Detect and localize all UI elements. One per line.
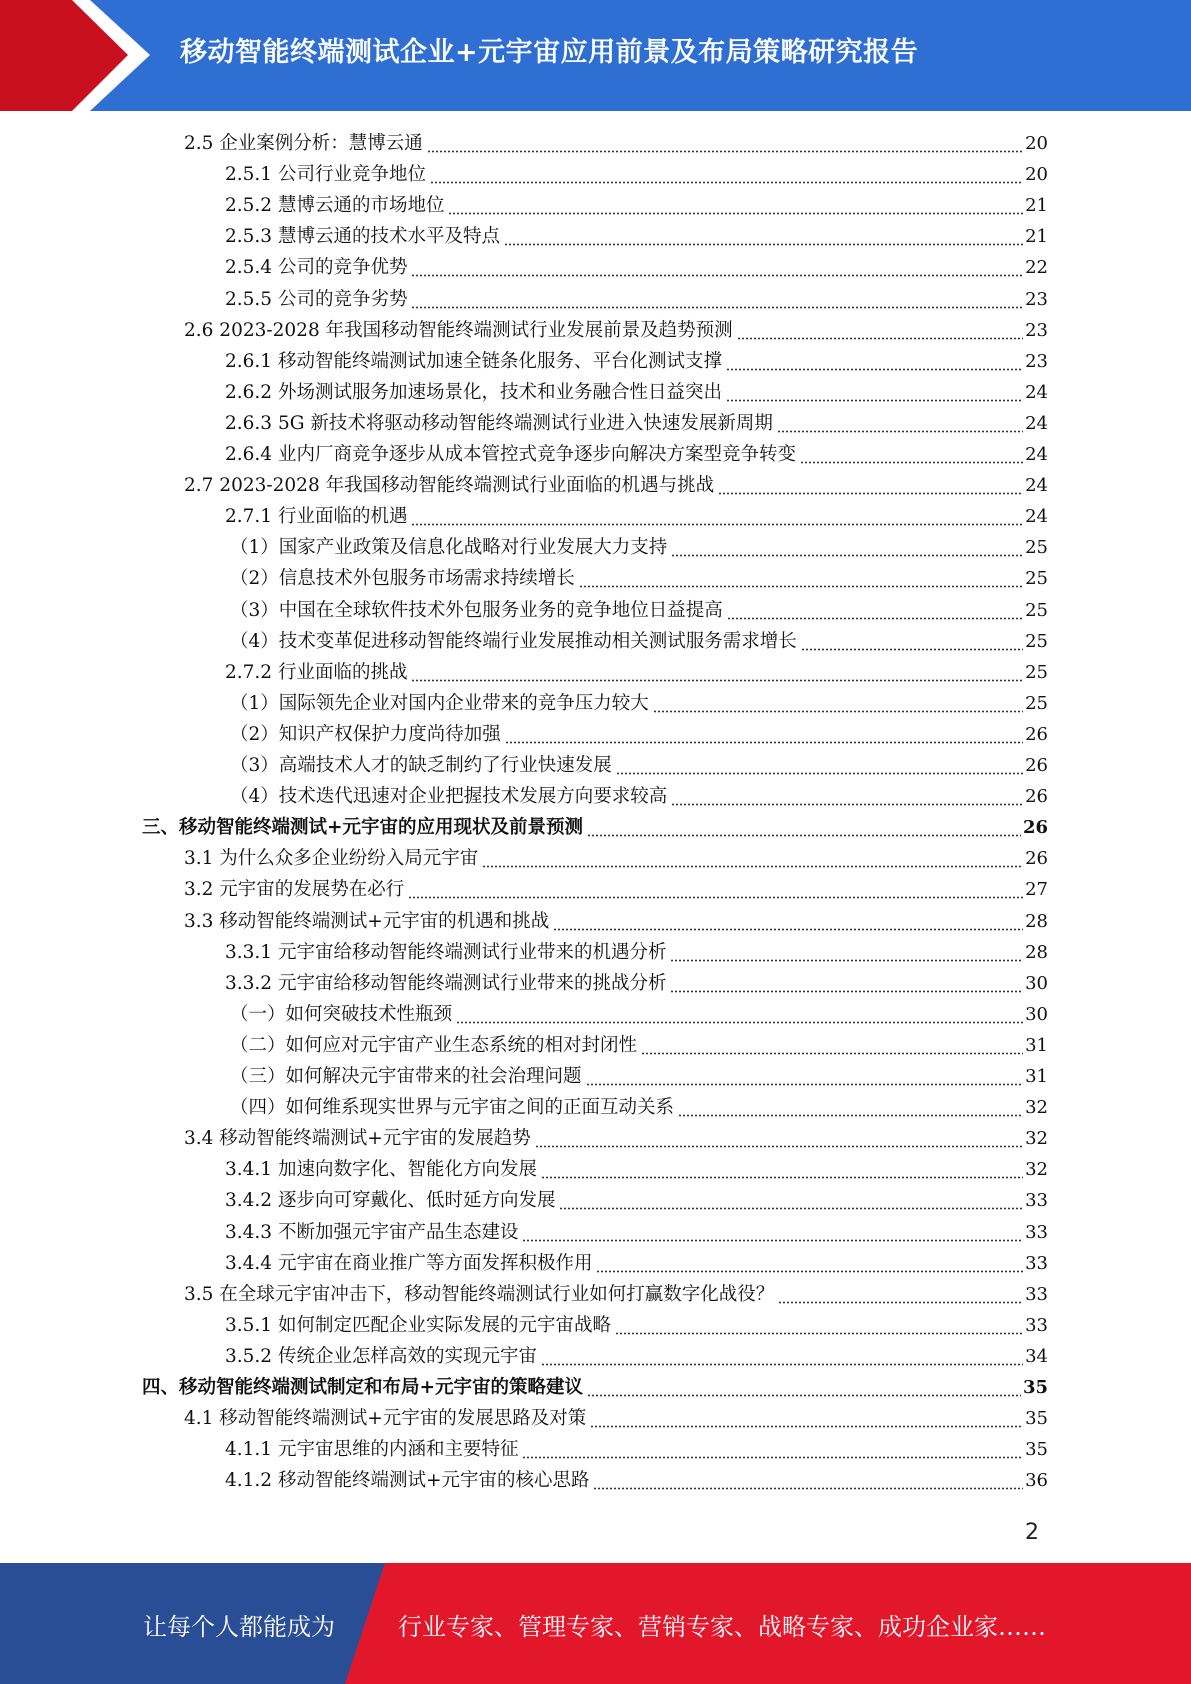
toc-entry-page: 32: [1025, 1159, 1048, 1181]
toc-dot-leader: [411, 657, 1023, 688]
toc-dot-leader: [430, 159, 1023, 190]
toc-entry-label: 3.3 移动智能终端测试+元宇宙的机遇和挑战: [184, 910, 550, 932]
toc-entry-label: 3.4.3 不断加强元宇宙产品生态建设: [225, 1221, 519, 1243]
toc-entry-page: 25: [1025, 599, 1048, 621]
toc-entry[interactable]: [225, 1465, 1048, 1496]
toc-entry-page: 24: [1025, 506, 1048, 528]
toc-entry-label: 2.5.2 慧博云通的市场地位: [225, 195, 445, 217]
toc-entry[interactable]: [230, 999, 1048, 1030]
toc-entry-label: 4.1.2 移动智能终端测试+元宇宙的核心思路: [225, 1470, 590, 1492]
toc-entry-label: （四）如何维系现实世界与元宇宙之间的正面互动关系: [230, 1097, 675, 1119]
toc-entry-page: 24: [1025, 412, 1048, 434]
toc-dot-leader: [726, 346, 1023, 377]
toc-dot-leader: [411, 252, 1023, 283]
toc-entry[interactable]: [230, 1030, 1048, 1061]
toc-entry[interactable]: [230, 750, 1048, 781]
toc-entry-page: 28: [1025, 910, 1048, 932]
toc-entry-page: 21: [1025, 226, 1048, 248]
toc-entry-label: 2.5 企业案例分析：慧博云通: [184, 133, 423, 154]
toc-entry-page: 26: [1025, 723, 1048, 745]
toc-dot-leader: [448, 190, 1023, 221]
toc-entry-label: （2）信息技术外包服务市场需求持续增长: [230, 568, 575, 590]
toc-entry-page: 26: [1025, 786, 1048, 808]
toc-dot-leader: [541, 1154, 1023, 1185]
toc-entry[interactable]: [225, 1310, 1048, 1341]
toc-entry-page: 28: [1025, 941, 1048, 963]
toc-entry-page: 33: [1025, 1314, 1048, 1336]
toc-entry-label: 2.5.1 公司行业竞争地位: [225, 164, 426, 186]
toc-entry[interactable]: [225, 937, 1048, 968]
toc-dot-leader: [801, 626, 1023, 657]
toc-dot-leader: [671, 532, 1023, 563]
toc-entry[interactable]: [225, 252, 1048, 283]
toc-entry[interactable]: [225, 221, 1048, 252]
toc-entry[interactable]: [225, 657, 1048, 688]
toc-entry-label: 2.5.4 公司的竞争优势: [225, 257, 408, 279]
toc-dot-leader: [737, 315, 1023, 346]
toc-entry[interactable]: [184, 470, 1048, 501]
toc-chapter-entry[interactable]: [142, 1372, 1048, 1403]
toc-entry[interactable]: [225, 346, 1048, 377]
toc-entry-page: 35: [1025, 1439, 1048, 1461]
toc-entry-label: 3.1 为什么众多企业纷纷入局元宇宙: [184, 848, 479, 870]
toc-entry[interactable]: [225, 1248, 1048, 1279]
toc-entry-label: （2）知识产权保护力度尚待加强: [230, 723, 501, 745]
toc-dot-leader: [670, 968, 1023, 999]
toc-entry-label: （三）如何解决元宇宙带来的社会治理问题: [230, 1066, 582, 1087]
toc-entry-label: 2.6.4 业内厂商竞争逐步从成本管控式竞争逐步向解决方案型竞争转变: [225, 444, 796, 465]
toc-entry-page: 33: [1025, 1283, 1048, 1305]
report-footer: [0, 1563, 1191, 1684]
toc-entry[interactable]: [184, 843, 1048, 874]
toc-entry[interactable]: [225, 1434, 1048, 1465]
toc-entry[interactable]: [184, 315, 1048, 346]
toc-entry-label: 2.7.2 行业面临的挑战: [225, 661, 408, 683]
toc-entry-page: 21: [1025, 195, 1048, 217]
toc-entry-page: 22: [1025, 257, 1048, 279]
toc-entry-page: 20: [1025, 133, 1048, 154]
toc-entry-label: 2.6.2 外场测试服务加速场景化，技术和业务融合性日益突出: [225, 381, 722, 403]
toc-entry-label: 3.2 元宇宙的发展势在必行: [184, 879, 405, 901]
toc-dot-leader: [579, 563, 1023, 594]
footer-slogan-left: 让每个人都能成为: [143, 1613, 335, 1641]
toc-entry-page: 31: [1025, 1066, 1048, 1087]
toc-entry-label: （1）国际领先企业对国内企业带来的竞争压力较大: [230, 692, 649, 714]
toc-entry-page: 25: [1025, 568, 1048, 590]
toc-entry-label: 4.1.1 元宇宙思维的内涵和主要特征: [225, 1439, 519, 1461]
toc-entry-page: 30: [1025, 972, 1048, 994]
toc-entry-page: 24: [1025, 381, 1048, 403]
toc-dot-leader: [778, 1279, 1023, 1310]
toc-entry[interactable]: [225, 1185, 1048, 1216]
toc-entry-page: 31: [1025, 1034, 1048, 1056]
toc-entry[interactable]: [230, 781, 1048, 812]
toc-entry-page: 33: [1025, 1221, 1048, 1243]
footer-slogan-right: 行业专家、管理专家、营销专家、战略专家、成功企业家……: [398, 1613, 1046, 1641]
toc-entry-label: 2.6.3 5G 新技术将驱动移动智能终端测试行业进入快速发展新周期: [225, 412, 773, 434]
toc-entry[interactable]: [225, 501, 1048, 532]
toc-entry-page: 25: [1025, 692, 1048, 714]
toc-entry-page: 27: [1025, 879, 1048, 901]
report-title: 移动智能终端测试企业+元宇宙应用前景及布局策略研究报告: [180, 37, 919, 68]
toc-entry-label: 2.6.1 移动智能终端测试加速全链条化服务、平台化测试支撑: [225, 350, 722, 372]
toc-entry-label: 3.4 移动智能终端测试+元宇宙的发展趋势: [184, 1128, 531, 1150]
toc-entry[interactable]: [225, 1217, 1048, 1248]
toc-entry[interactable]: [225, 284, 1048, 315]
toc-dot-leader: [678, 1092, 1023, 1123]
toc-entry[interactable]: [184, 1403, 1048, 1434]
toc-entry-label: 3.3.2 元宇宙给移动智能终端测试行业带来的挑战分析: [225, 972, 667, 994]
toc-entry[interactable]: [230, 563, 1048, 594]
toc-entry-page: 32: [1025, 1128, 1048, 1150]
toc-dot-leader: [718, 470, 1023, 501]
toc-entry-page: 35: [1025, 1408, 1048, 1430]
toc-entry-label: （1）国家产业政策及信息化战略对行业发展大力支持: [230, 537, 668, 559]
toc-entry-label: （3）高端技术人才的缺乏制约了行业快速发展: [230, 755, 612, 776]
toc-dot-leader: [615, 1310, 1023, 1341]
toc-dot-leader: [726, 377, 1023, 408]
toc-dot-leader: [587, 812, 1021, 843]
toc-dot-leader: [553, 906, 1023, 937]
toc-entry[interactable]: [230, 1061, 1048, 1092]
toc-entry[interactable]: [230, 626, 1048, 657]
toc-dot-leader: [522, 1217, 1023, 1248]
toc-entry-label: 2.5.3 慧博云通的技术水平及特点: [225, 226, 500, 248]
toc-entry[interactable]: [230, 1092, 1048, 1123]
toc-entry-label: 3.5.1 如何制定匹配企业实际发展的元宇宙战略: [225, 1314, 611, 1336]
toc-entry-page: 36: [1025, 1470, 1048, 1492]
toc-entry-page: 25: [1025, 661, 1048, 683]
toc-entry[interactable]: [225, 439, 1048, 470]
toc-entry-label: 三、移动智能终端测试+元宇宙的应用现状及前景预测: [142, 817, 584, 839]
toc-entry-page: 26: [1025, 848, 1048, 870]
report-header: [0, 0, 1191, 111]
toc-entry[interactable]: [225, 190, 1048, 221]
toc-entry[interactable]: [225, 968, 1048, 999]
toc-entry-label: 2.6 2023-2028 年我国移动智能终端测试行业发展前景及趋势预测: [184, 319, 733, 341]
toc-entry-page: 32: [1025, 1097, 1048, 1119]
toc-entry-label: 3.4.2 逐步向可穿戴化、低时延方向发展: [225, 1190, 556, 1212]
toc-dot-leader: [587, 1372, 1021, 1403]
toc-entry-page: 24: [1025, 475, 1048, 497]
toc-entry[interactable]: [230, 719, 1048, 750]
toc-dot-leader: [427, 128, 1023, 159]
toc-entry-page: 30: [1025, 1003, 1048, 1025]
toc-entry[interactable]: [184, 906, 1048, 937]
toc-entry-label: （一）如何突破技术性瓶颈: [230, 1003, 453, 1025]
toc-dot-leader: [482, 843, 1023, 874]
toc-entry-page: 33: [1025, 1190, 1048, 1212]
toc-entry-page: 35: [1022, 1377, 1048, 1398]
toc-dot-leader: [616, 750, 1023, 781]
toc-entry-label: （4）技术变革促进移动智能终端行业发展推动相关测试服务需求增长: [230, 630, 797, 652]
toc-entry-label: 3.5.2 传统企业怎样高效的实现元宇宙: [225, 1345, 537, 1367]
toc-dot-leader: [505, 719, 1023, 750]
toc-entry-label: 2.5.5 公司的竞争劣势: [225, 288, 408, 310]
toc-dot-leader: [411, 284, 1023, 315]
toc-entry[interactable]: [230, 595, 1048, 626]
toc-entry[interactable]: [225, 159, 1048, 190]
toc-entry-label: 3.4.4 元宇宙在商业推广等方面发挥积极作用: [225, 1252, 593, 1274]
toc-entry-page: 23: [1025, 319, 1048, 341]
toc-entry[interactable]: [230, 688, 1048, 719]
toc-dot-leader: [593, 1465, 1023, 1496]
toc-entry-label: 3.3.1 元宇宙给移动智能终端测试行业带来的机遇分析: [225, 941, 667, 963]
toc-dot-leader: [653, 688, 1023, 719]
toc-entry[interactable]: [225, 408, 1048, 439]
toc-entry-page: 34: [1025, 1345, 1048, 1367]
toc-entry[interactable]: [184, 874, 1048, 905]
toc-entry[interactable]: [184, 128, 1048, 159]
toc-dot-leader: [522, 1434, 1023, 1465]
toc-chapter-entry[interactable]: [142, 812, 1048, 843]
toc-entry-page: 24: [1025, 444, 1048, 465]
toc-dot-leader: [800, 439, 1023, 470]
toc-dot-leader: [504, 221, 1023, 252]
toc-dot-leader: [541, 1341, 1023, 1372]
toc-dot-leader: [559, 1185, 1023, 1216]
toc-entry-page: 23: [1025, 350, 1048, 372]
toc-entry-label: （二）如何应对元宇宙产业生态系统的相对封闭性: [230, 1034, 638, 1056]
toc-dot-leader: [586, 1061, 1024, 1092]
toc-dot-leader: [408, 874, 1023, 905]
toc-entry[interactable]: [225, 1341, 1048, 1372]
toc-entry-label: 2.7.1 行业面临的机遇: [225, 506, 408, 528]
toc-entry-label: 3.5 在全球元宇宙冲击下，移动智能终端测试行业如何打赢数字化战役？: [184, 1283, 775, 1305]
toc-entry-label: 3.4.1 加速向数字化、智能化方向发展: [225, 1159, 537, 1181]
toc-entry-label: （3）中国在全球软件技术外包服务业务的竞争地位日益提高: [230, 599, 723, 621]
toc-entry-page: 26: [1025, 755, 1048, 776]
toc-entry-label: 2.7 2023-2028 年我国移动智能终端测试行业面临的机遇与挑战: [184, 475, 715, 497]
toc-dot-leader: [727, 595, 1023, 626]
toc-entry-page: 23: [1025, 288, 1048, 310]
toc-entry-label: 四、移动智能终端测试制定和布局+元宇宙的策略建议: [142, 1377, 584, 1398]
toc-entry[interactable]: [225, 377, 1048, 408]
toc-entry-label: 4.1 移动智能终端测试+元宇宙的发展思路及对策: [184, 1408, 587, 1430]
toc-entry-page: 20: [1025, 164, 1048, 186]
toc-entry-label: （4）技术迭代迅速对企业把握技术发展方向要求较高: [230, 786, 668, 808]
toc-entry[interactable]: [230, 532, 1048, 563]
toc-dot-leader: [535, 1123, 1023, 1154]
toc-entry-page: 25: [1025, 630, 1048, 652]
toc-dot-leader: [456, 999, 1023, 1030]
toc-dot-leader: [411, 501, 1023, 532]
toc-dot-leader: [590, 1403, 1023, 1434]
page-number: 2: [1025, 1520, 1039, 1545]
toc-dot-leader: [777, 408, 1023, 439]
toc-dot-leader: [671, 781, 1023, 812]
toc-entry-page: 33: [1025, 1252, 1048, 1274]
toc-entry[interactable]: [184, 1123, 1048, 1154]
toc-dot-leader: [641, 1030, 1023, 1061]
toc-entry[interactable]: [225, 1154, 1048, 1185]
toc-dot-leader: [670, 937, 1023, 968]
toc-entry-page: 26: [1022, 817, 1048, 839]
toc-dot-leader: [596, 1248, 1023, 1279]
toc-entry-page: 25: [1025, 537, 1048, 559]
toc-entry[interactable]: [184, 1279, 1048, 1310]
